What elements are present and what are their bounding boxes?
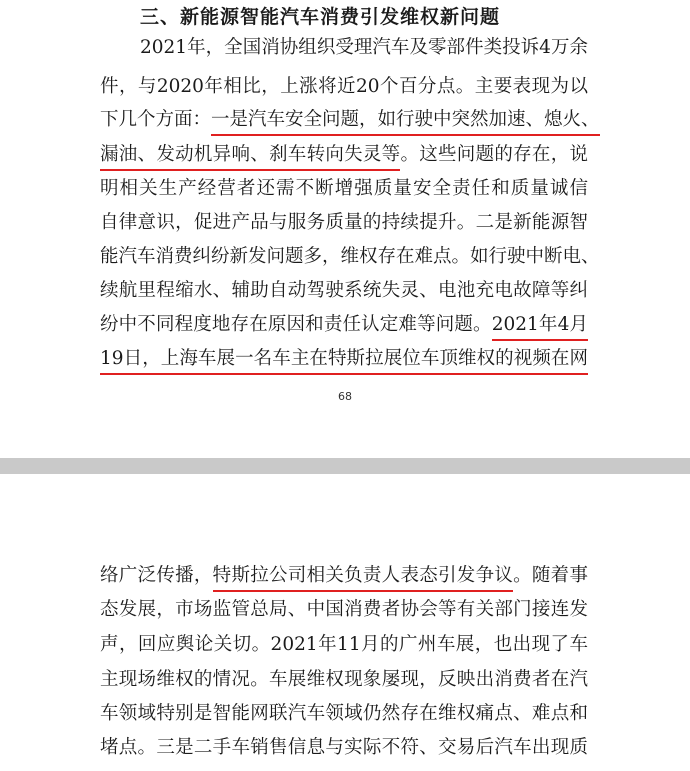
red-underline-highlight: 漏油、发动机异响、刹车转向失灵等 [100, 144, 400, 171]
red-underline-highlight: 特斯拉公司相关负责人表态引发争议 [213, 565, 513, 592]
page-number: 68 [338, 390, 352, 403]
page-separator [0, 458, 690, 474]
paragraph-line [100, 345, 588, 373]
paragraph-line: 2021年，全国消协组织受理汽车及零部件类投诉4万余 [140, 37, 588, 58]
paragraph-line: 态发展，市场监管总局、中国消费者协会等有关部门接连发 [100, 599, 588, 620]
paragraph-line: 漏油、发动机异响、刹车转向失灵等。这些问题的存在，说 [100, 141, 588, 169]
paragraph-line: 主现场维权的情况。车展维权现象屡现，反映出消费者在汽 [100, 669, 588, 690]
document-page-2 [0, 474, 690, 771]
paragraph-line: 续航里程缩水、辅助自动驾驶系统失灵、电池充电故障等纠 [100, 280, 588, 301]
section-heading: 三、新能源智能汽车消费引发维权新问题 [140, 6, 501, 28]
red-underline-highlight: 2021年4月 [492, 314, 588, 341]
paragraph-line: 车领域特别是智能网联汽车领域仍然存在维权痛点、难点和 [100, 703, 588, 724]
paragraph-line: 能汽车消费纠纷新发问题多，维权存在难点。如行驶中断电、 [100, 246, 600, 267]
paragraph-line: 自律意识，促进产品与服务质量的持续提升。二是新能源智 [100, 212, 588, 233]
paragraph-line: 声，回应舆论关切。2021年11月的广州车展，也出现了车 [100, 634, 588, 655]
red-underline-highlight: 一是汽车安全问题，如行驶中突然加速、熄火、 [211, 109, 600, 136]
paragraph-line: 明相关生产经营者还需不断增强质量安全责任和质量诚信 [100, 178, 588, 199]
paragraph-line: 络广泛传播，特斯拉公司相关负责人表态引发争议。随着事 [100, 562, 588, 590]
paragraph-line: 下几个方面：一是汽车安全问题，如行驶中突然加速、熄火、 [100, 106, 588, 134]
paragraph-line: 堵点。三是二手车销售信息与实际不符、交易后汽车出现质 [100, 737, 588, 758]
red-underline-highlight: 19日，上海车展一名车主在特斯拉展位车顶维权的视频在网 [100, 348, 588, 375]
paragraph-line: 纷中不同程度地存在原因和责任认定难等问题。2021年4月 [100, 311, 588, 339]
paragraph-line: 件，与2020年相比，上涨将近20个百分点。主要表现为以 [100, 76, 588, 97]
